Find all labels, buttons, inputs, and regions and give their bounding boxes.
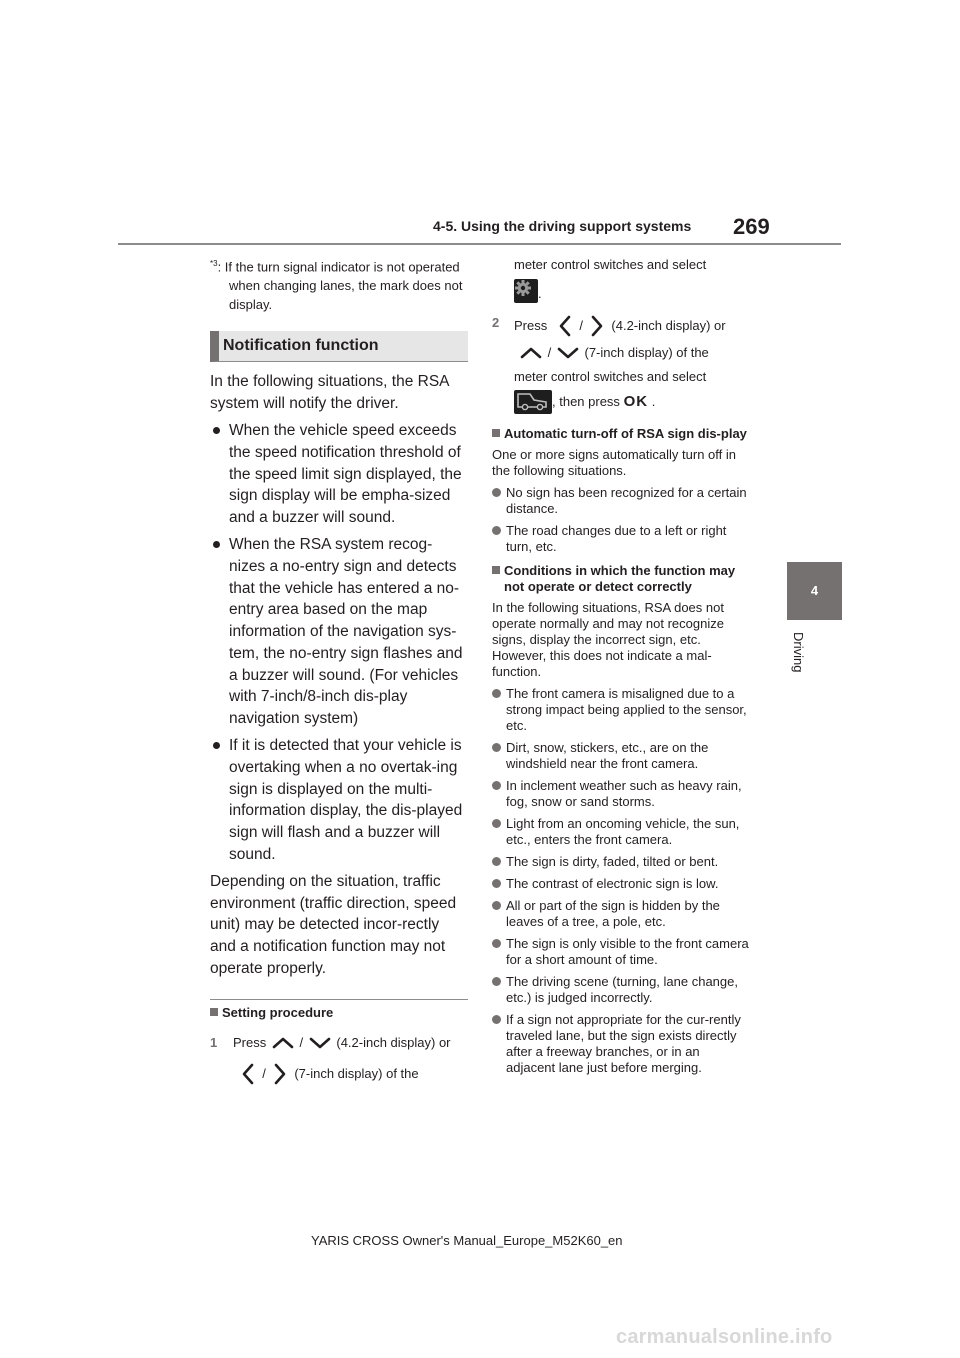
- notification-bullet: [210, 735, 468, 866]
- chapter-number: 4: [810, 583, 819, 598]
- auto-off-heading: [492, 426, 750, 442]
- notification-closing: Depending on the situation, traffic environment (traffic direction, speed unit) may be detected incor-rectly and a notification function may not operate properly.: [210, 872, 457, 978]
- bullet-dot: [492, 879, 501, 888]
- display-42-text: (4.2-inch display) or: [611, 318, 726, 333]
- chevron-right-icon: [273, 1062, 287, 1086]
- display-7-text: (7-inch display) of the: [294, 1065, 419, 1081]
- conditions-heading: [492, 563, 750, 595]
- chevron-down-icon: [555, 346, 581, 360]
- notification-bullet-text: If it is detected that your vehicle is overtaking when a no overtak-ing sign is displayed on the multi-information display, the dis-played sign will flash and a buzzer will sound.: [229, 737, 463, 864]
- conditions-bullet-text: Light from an oncoming vehicle, the sun, etc., enters the front camera.: [506, 816, 740, 847]
- setting-heading: [210, 1005, 468, 1021]
- notification-bullet-text: When the vehicle speed exceeds the speed notification threshold of the speed limit sign displayed, the sign display will be empha-sized and a buzzer will sound.: [229, 421, 462, 527]
- step-2-continuation-text: meter control switches and select: [514, 369, 707, 384]
- conditions-bullet-text: The sign is only visible to the front camera for a short amount of time.: [506, 936, 749, 967]
- conditions-bullet-text: The front camera is misaligned due to a strong impact being applied to the sensor, etc.: [506, 686, 747, 733]
- step-1-line-2: [233, 1062, 468, 1086]
- slash: /: [547, 345, 552, 360]
- conditions-bullet: [492, 898, 750, 930]
- header-divider: [118, 243, 841, 245]
- conditions-bullet: [492, 876, 750, 892]
- step-1-select-line: [514, 279, 750, 303]
- bullet-dot: [492, 977, 501, 986]
- footnote: [210, 254, 468, 314]
- conditions-bullet: [492, 854, 750, 870]
- bullet-dot: [492, 743, 501, 752]
- bullet-dot: [492, 819, 501, 828]
- notification-bullet: [210, 420, 468, 529]
- auto-off-intro: One or more signs automatically turn off in the following situations.: [492, 447, 736, 478]
- chapter-tab: [787, 562, 842, 620]
- notification-intro: In the following situations, the RSA system will notify the driver.: [210, 373, 449, 413]
- conditions-bullet: [492, 936, 750, 968]
- conditions-bullet-text: The driving scene (turning, lane change, etc.) is judged incorrectly.: [506, 974, 738, 1005]
- chevron-left-icon: [558, 314, 572, 338]
- conditions-intro: In the following situations, RSA does not operate normally and may not recognize signs, display the incorrect sign, etc. However, this does not indicate a mal-function.: [492, 600, 724, 679]
- step-2-continuation: [514, 368, 750, 386]
- chevron-left-icon: [241, 1062, 255, 1086]
- step-1-continuation-text: meter control switches and select: [514, 257, 707, 272]
- footer-manual-id: YARIS CROSS Owner's Manual_Europe_M52K60_en: [311, 1233, 623, 1248]
- step-1-continuation: [514, 256, 750, 274]
- conditions-bullet: [492, 1012, 750, 1076]
- setting-step-2: [492, 314, 750, 414]
- step-number: 1: [210, 1034, 218, 1050]
- bullet-dot: [492, 781, 501, 790]
- auto-off-bullet-text: The road changes due to a left or right turn, etc.: [506, 523, 727, 554]
- square-bullet-icon: [492, 566, 500, 574]
- press-label: Press: [233, 1034, 267, 1050]
- right-column: [492, 256, 750, 1076]
- step-2-line-1: [514, 314, 750, 338]
- watermark: carmanualsonline.info: [616, 1326, 833, 1348]
- bullet-dot: [213, 427, 220, 434]
- auto-off-heading-text: Automatic turn-off of RSA sign dis-play: [504, 426, 747, 441]
- setting-divider: [210, 999, 468, 1000]
- slash: /: [299, 1034, 304, 1050]
- footnote-marker: *3: [210, 259, 218, 268]
- display-7-text: (7-inch display) of the: [584, 345, 709, 360]
- setting-step-1: [210, 1034, 468, 1086]
- conditions-bullet: [492, 816, 750, 848]
- notification-heading: [210, 331, 468, 362]
- conditions-bullet-text: In inclement weather such as heavy rain, fog, snow or sand storms.: [506, 778, 742, 809]
- chapter-label-text: Driving: [791, 632, 806, 673]
- then-press-text: , then press: [552, 394, 620, 409]
- page-number: 269: [733, 214, 770, 239]
- square-bullet-icon: [492, 429, 500, 437]
- conditions-bullet-text: If a sign not appropriate for the cur-rently traveled lane, but the sign exists directly after a freeway branches, or in an adjacent lane just before merging.: [506, 1012, 741, 1075]
- conditions-heading-text: Conditions in which the function may not operate or detect correctly: [504, 563, 736, 594]
- step-2-line-2: [514, 344, 750, 362]
- bullet-dot: [492, 526, 501, 535]
- notification-heading-text: Notification function: [223, 337, 379, 355]
- period: .: [651, 394, 656, 409]
- chevron-up-icon: [518, 346, 544, 360]
- auto-off-bullet: [492, 523, 750, 555]
- auto-off-bullet-text: No sign has been recognized for a certain distance.: [506, 485, 747, 516]
- auto-off-bullet: [492, 485, 750, 517]
- conditions-bullet: [492, 974, 750, 1006]
- conditions-bullet: [492, 686, 750, 734]
- bullet-dot: [213, 541, 220, 548]
- bullet-dot: [213, 742, 220, 749]
- slash: /: [579, 318, 583, 333]
- step-1-continued: [492, 256, 750, 303]
- chevron-up-icon: [270, 1036, 296, 1050]
- rsa-sign-icon: [514, 390, 552, 414]
- bullet-dot: [492, 488, 501, 497]
- slash: /: [262, 1065, 266, 1081]
- section-title: 4-5. Using the driving support systems: [433, 218, 692, 234]
- conditions-bullet-text: The sign is dirty, faded, tilted or bent.: [506, 854, 719, 869]
- gear-icon: [514, 279, 538, 303]
- bullet-dot: [492, 857, 501, 866]
- bullet-dot: [492, 939, 501, 948]
- step-number: 2: [492, 315, 500, 330]
- step-1-line-1: [233, 1034, 468, 1052]
- notification-bullet: [210, 534, 468, 730]
- chevron-down-icon: [307, 1036, 333, 1050]
- footnote-text: : If the turn signal indicator is not operated when changing lanes, the mark does not display.: [217, 259, 463, 313]
- display-42-text: (4.2-inch display) or: [336, 1034, 451, 1050]
- chapter-label: [788, 632, 808, 692]
- square-bullet-icon: [210, 1008, 218, 1016]
- setting-heading-text: Setting procedure: [222, 1004, 334, 1020]
- step-2-select-line: [514, 390, 750, 414]
- ok-button-symbol: OK: [623, 393, 649, 410]
- period: .: [538, 286, 542, 301]
- press-label: Press: [514, 318, 548, 333]
- left-column: [210, 254, 468, 1086]
- bullet-dot: [492, 1015, 501, 1024]
- chevron-right-icon: [590, 314, 604, 338]
- notification-bullet-text: When the RSA system recog-nizes a no-entry sign and detects that the vehicle has entered a no-entry area based on the map information of the navigation sys-tem, the no-entry sign flashes and a buzzer will sound. (For vehicles with 7-inch/8-inch dis-play navigation system): [229, 535, 463, 728]
- conditions-bullet: [492, 740, 750, 772]
- conditions-bullet-text: Dirt, snow, stickers, etc., are on the windshield near the front camera.: [506, 740, 709, 771]
- conditions-bullet-text: The contrast of electronic sign is low.: [506, 876, 719, 891]
- bullet-dot: [492, 689, 501, 698]
- bullet-dot: [492, 901, 501, 910]
- conditions-bullet-text: All or part of the sign is hidden by the leaves of a tree, a pole, etc.: [506, 898, 720, 929]
- conditions-bullet: [492, 778, 750, 810]
